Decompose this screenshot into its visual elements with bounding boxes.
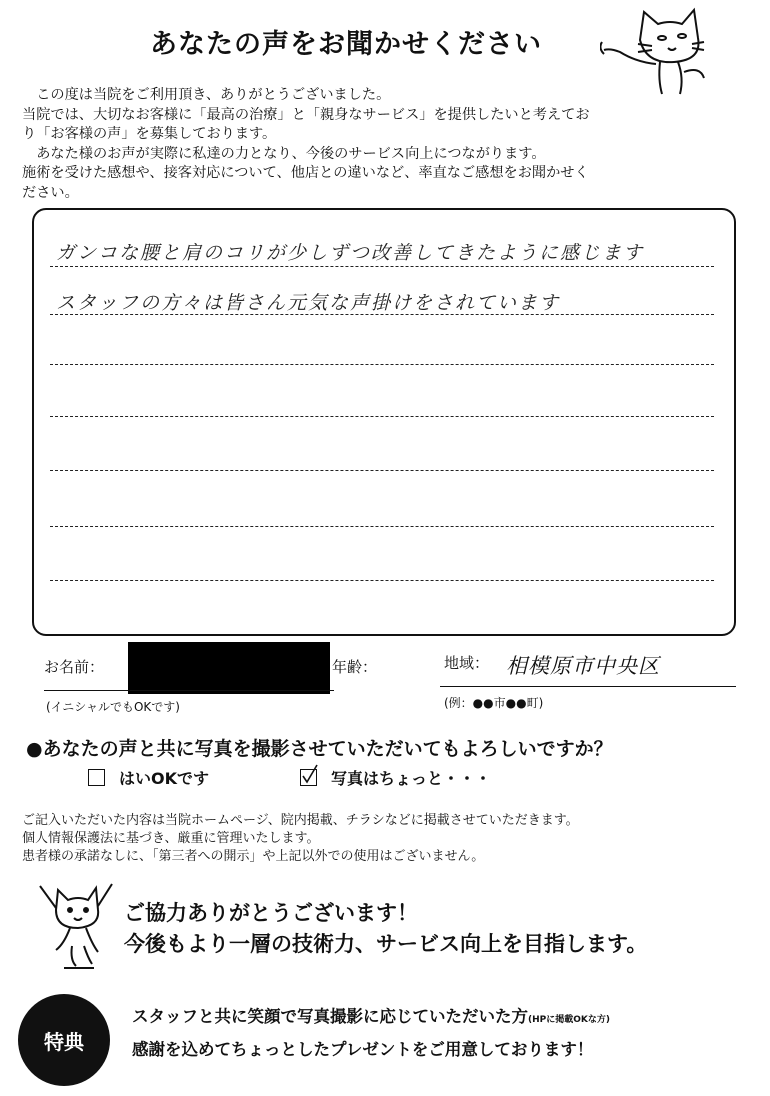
intro-line: 当院では、大切なお客様に「最高の治療」と「親身なサービス」を提供したいと考えてお: [22, 106, 590, 123]
perk-line-1: スタッフと共に笑顔で写真撮影に応じていただいた方: [132, 1007, 528, 1026]
ruled-line: [50, 580, 714, 581]
check-mark-icon: [301, 764, 319, 784]
feedback-textarea[interactable]: [32, 208, 736, 636]
region-underline: [440, 686, 736, 687]
intro-line: この度は当院をご利用頂き、ありがとうございました。: [22, 87, 391, 103]
note-line: ご記入いただいた内容は当院ホームページ、院内掲載、チラシなどに掲載させていただきます。: [22, 813, 579, 828]
checkbox-yes[interactable]: [88, 769, 105, 786]
name-field-redacted[interactable]: [128, 642, 330, 694]
ruled-line: [50, 526, 714, 527]
perk-badge: 特典: [18, 994, 110, 1086]
intro-line: あなた様のお声が実際に私達の力となり、今後のサービス向上につながります。: [22, 145, 546, 162]
name-underline: [44, 690, 334, 691]
ruled-line: [50, 470, 714, 471]
name-hint: (イニシャルでもOKです): [46, 700, 180, 714]
feedback-line-2: スタッフの方々は皆さん元気な声掛けをされています: [56, 292, 561, 314]
ruled-line: [50, 416, 714, 417]
note-line: 患者様の承諾なしに、「第三者への開示」や上記以外での使用はございません。: [22, 849, 485, 864]
photo-no-label: 写真はちょっと・・・: [331, 769, 492, 788]
perk-description: [132, 1002, 610, 1065]
region-hint: (例：●●市●●町): [444, 696, 544, 710]
intro-line: り「お客様の声」を募集しております。: [22, 126, 277, 142]
intro-text: [22, 86, 752, 203]
perk-line-2: 感謝を込めてちょっとしたプレゼントをご用意しております！: [132, 1040, 594, 1059]
photo-yes-option[interactable]: [88, 766, 209, 789]
ruled-line: [50, 314, 714, 315]
thanks-line-2: 今後もより一層の技術力、サービス向上を目指します。: [124, 932, 648, 956]
intro-line: 施術を受けた感想や、接客対応について、他店との違いなど、率直なご感想をお聞かせく: [22, 165, 589, 181]
ruled-line: [50, 266, 714, 267]
region-label: 地域：: [444, 654, 490, 672]
perk-note: (HPに掲載OKな方): [528, 1015, 610, 1025]
intro-line: ださい。: [22, 184, 79, 201]
name-label: お名前：: [44, 658, 105, 676]
photo-no-option[interactable]: [300, 766, 491, 789]
page-title: あなたの声をお聞かせください: [150, 29, 542, 60]
dancing-cat-icon: [34, 880, 118, 972]
thanks-message: [124, 898, 647, 960]
region-value[interactable]: 相模原市中央区: [506, 654, 660, 678]
age-label: 年齢：: [332, 658, 378, 676]
thanks-line-1: ご協力ありがとうございます！: [124, 901, 418, 925]
cat-illustration-icon: [600, 2, 710, 98]
privacy-notes: [22, 812, 579, 866]
note-line: 個人情報保護法に基づき、厳重に管理いたします。: [22, 831, 320, 846]
photo-question: ●あなたの声と共に写真を撮影させていただいてもよろしいですか？: [26, 738, 613, 760]
ruled-line: [50, 364, 714, 365]
checkbox-no[interactable]: [300, 769, 317, 786]
photo-yes-label: はいOKです: [119, 769, 210, 788]
feedback-line-1: ガンコな腰と肩のコリが少しずつ改善してきたように感じます: [56, 242, 645, 264]
